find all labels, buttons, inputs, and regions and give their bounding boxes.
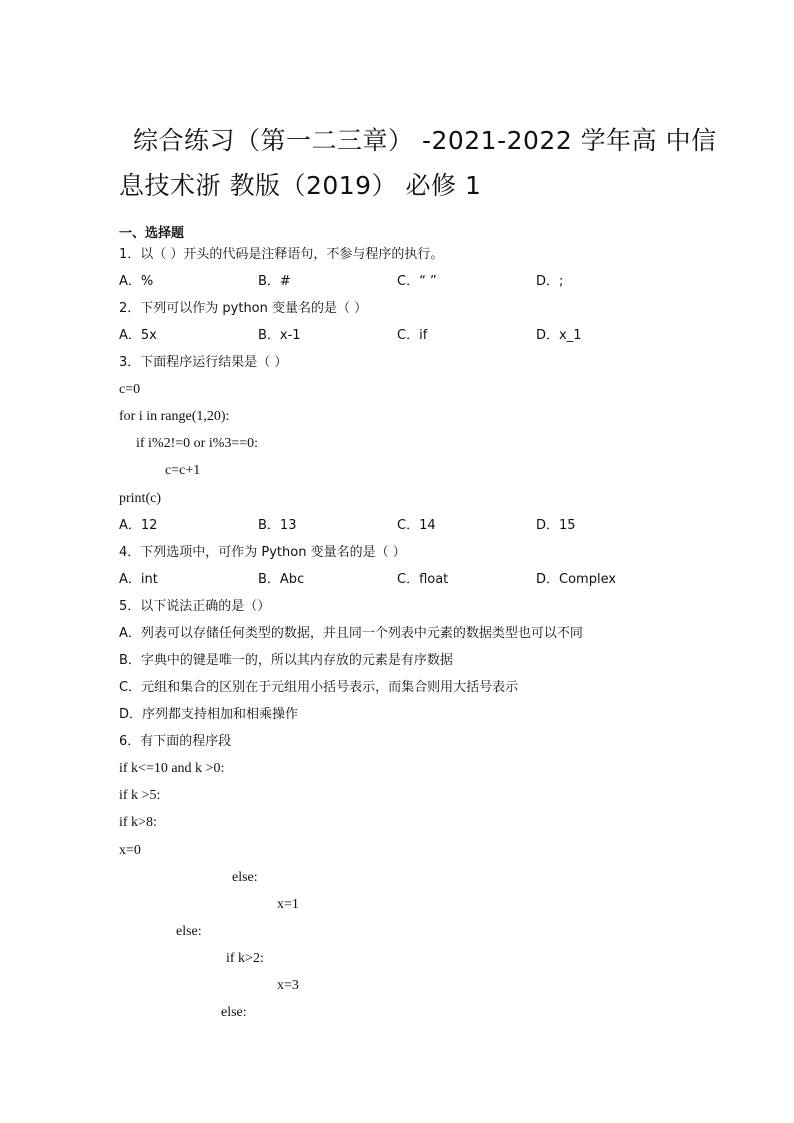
q3-code-line-5: print(c) [119, 491, 161, 506]
q3-option-c: C．14 [397, 518, 436, 533]
q5-option-b: B．字典中的键是唯一的，所以其内存放的元素是有序数据 [119, 653, 453, 668]
q3-code-line-2: for i in range(1,20): [119, 409, 230, 424]
q3-code-line-4: c=c+1 [165, 463, 201, 478]
q4-option-c: C．float [397, 572, 449, 587]
q1-option-c: C．“ ” [397, 274, 437, 289]
q4-option-b: B．Abc [258, 572, 305, 587]
q5-stem: 5．以下说法正确的是（） [119, 599, 271, 614]
q6-code-line-6: x=1 [277, 897, 299, 912]
q5-option-c: C．元组和集合的区别在于元组用小括号表示，而集合则用大括号表示 [119, 680, 519, 695]
q3-option-a: A．12 [119, 518, 158, 533]
q6-code-line-4: x=0 [119, 843, 141, 858]
q6-code-line-9: x=3 [277, 978, 299, 993]
q4-option-a: A．int [119, 572, 158, 587]
q6-code-line-5: else: [232, 870, 258, 885]
q2-option-c: C．if [397, 328, 428, 343]
q1-option-d: D．; [536, 274, 564, 289]
q1-option-b: B．# [258, 274, 291, 289]
q1-stem: 1．以（ ）开头的代码是注释语句，不参与程序的执行。 [119, 247, 444, 262]
q3-code-line-1: c=0 [119, 382, 141, 397]
q2-stem: 2．下列可以作为 python 变量名的是（ ） [119, 301, 368, 316]
q6-code-line-7: else: [176, 924, 202, 939]
q3-stem: 3．下面程序运行结果是（ ） [119, 355, 288, 370]
title-line-1: 综合练习（第一二三章） -2021-2022 学年高 中信 [133, 126, 717, 155]
document-title [119, 118, 717, 208]
title-line-2: 息技术浙 教版（2019） 必修 1 [119, 171, 482, 200]
q6-code-line-3: if k>8: [119, 815, 157, 830]
q2-option-d: D．x_1 [536, 328, 582, 343]
q5-option-a: A．列表可以存储任何类型的数据，并且同一个列表中元素的数据类型也可以不同 [119, 626, 583, 641]
q6-code-line-10: else: [221, 1005, 247, 1020]
q2-option-a: A．5x [119, 328, 157, 343]
q1-option-a: A．% [119, 274, 154, 289]
q5-option-d: D．序列都支持相加和相乘操作 [119, 707, 299, 722]
q3-option-d: D．15 [536, 518, 576, 533]
q6-code-line-8: if k>2: [226, 951, 264, 966]
q4-stem: 4．下列选项中，可作为 Python 变量名的是（ ） [119, 545, 406, 560]
q3-option-b: B．13 [258, 518, 297, 533]
q6-code-line-1: if k<=10 and k >0: [119, 761, 225, 776]
q2-option-b: B．x-1 [258, 328, 301, 343]
q6-stem: 6．有下面的程序段 [119, 734, 232, 749]
section-heading: 一、选择题 [119, 226, 185, 241]
q4-option-d: D．Complex [536, 572, 617, 587]
q3-code-line-3: if i%2!=0 or i%3==0: [136, 436, 259, 451]
q6-code-line-2: if k >5: [119, 788, 161, 803]
